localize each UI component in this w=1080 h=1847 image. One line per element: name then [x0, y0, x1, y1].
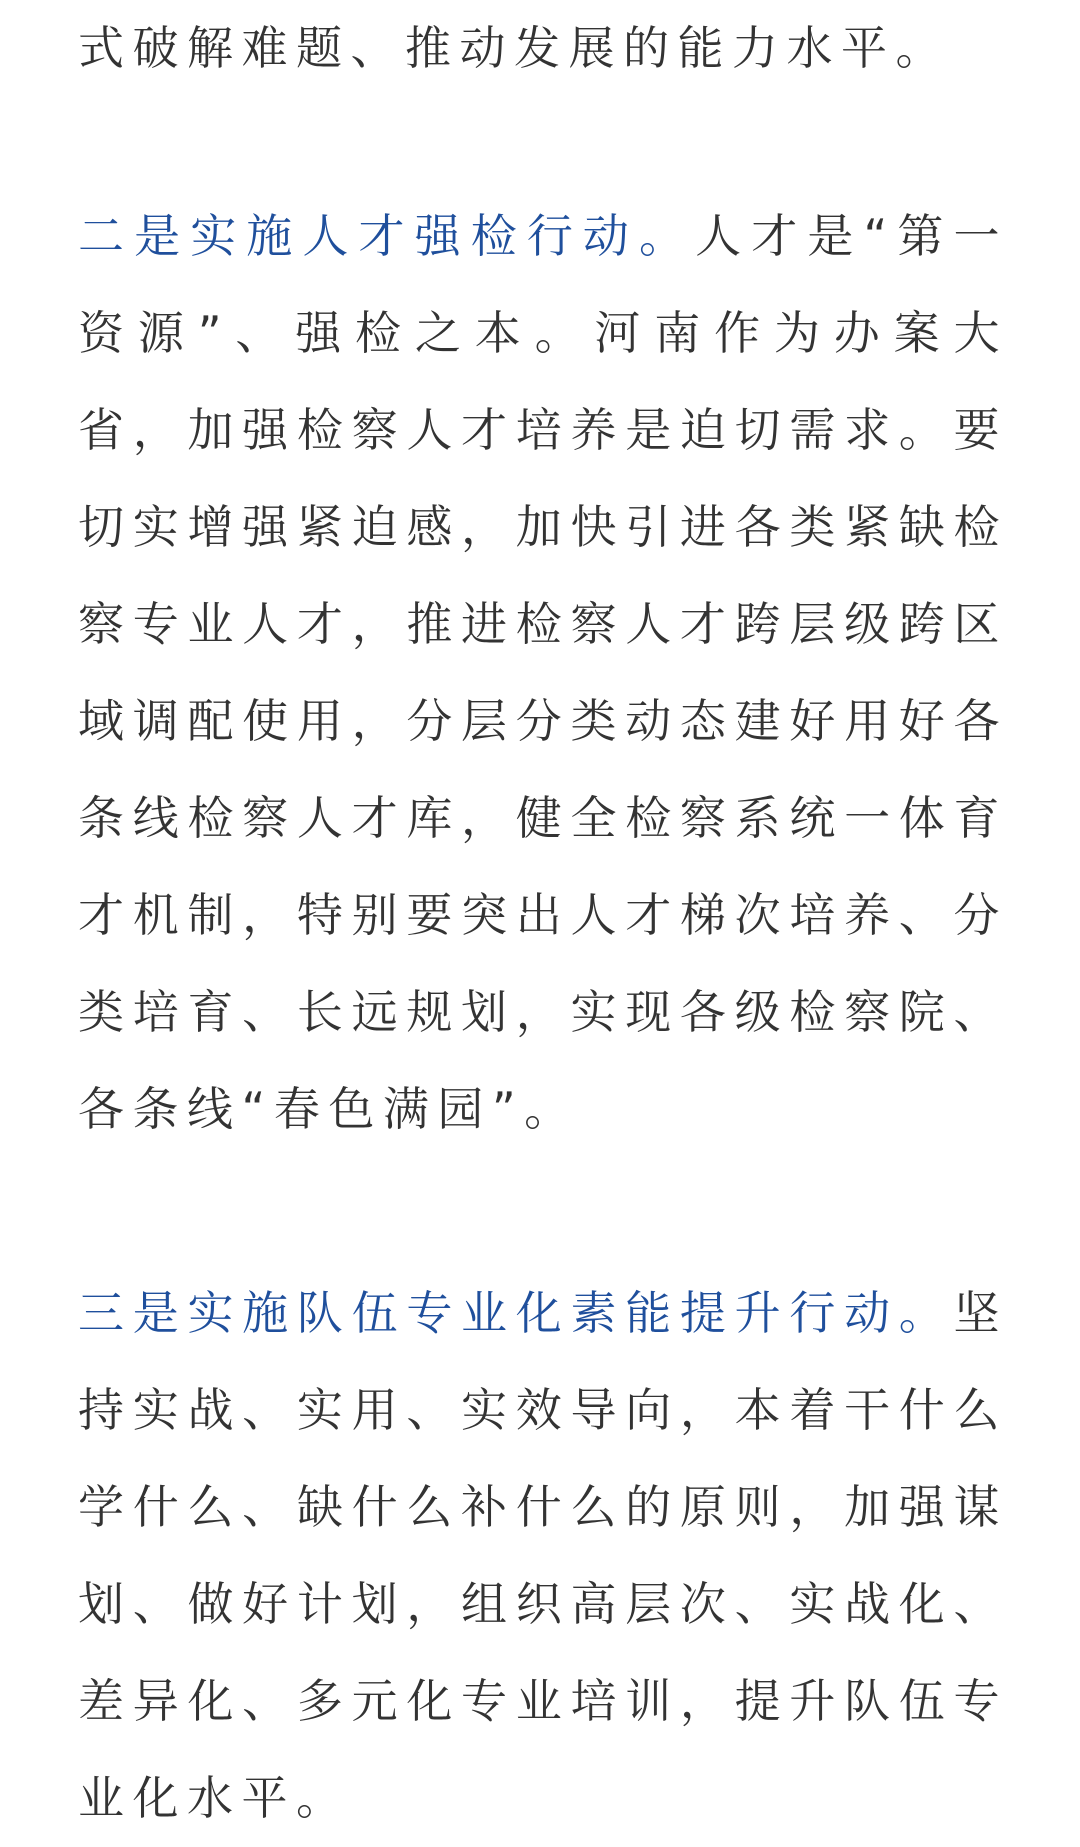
paragraph-continuation [78, 0, 1008, 97]
paragraph-text: 式破解难题、推动发展的能力水平。 [78, 21, 950, 75]
paragraph-heading: 二是实施人才强检行动。 [78, 209, 696, 263]
paragraph-talent-action [78, 188, 1008, 1158]
paragraph-heading: 三是实施队伍专业化素能提升行动。 [78, 1286, 954, 1340]
paragraph-text: 坚持实战、实用、实效导向，本着干什么学什么、缺什么补什么的原则，加强谋划、做好计划，组织高层次、实战化、差异化、多元化专业培训，提升队伍专业化水平。 [78, 1286, 1008, 1825]
paragraph-text: 人才是“第一资源”、强检之本。河南作为办案大省，加强检察人才培养是迫切需求。要切实增强紧迫感，加快引进各类紧缺检察专业人才，推进检察人才跨层级跨区域调配使用，分层分类动态建好用好各条线检察人才库，健全检察系统一体育才机制，特别要突出人才梯次培养、分类培育、长远规划，实现各级检察院、各条线“春色满园”。 [78, 209, 1008, 1136]
paragraph-professional-action [78, 1265, 1008, 1847]
